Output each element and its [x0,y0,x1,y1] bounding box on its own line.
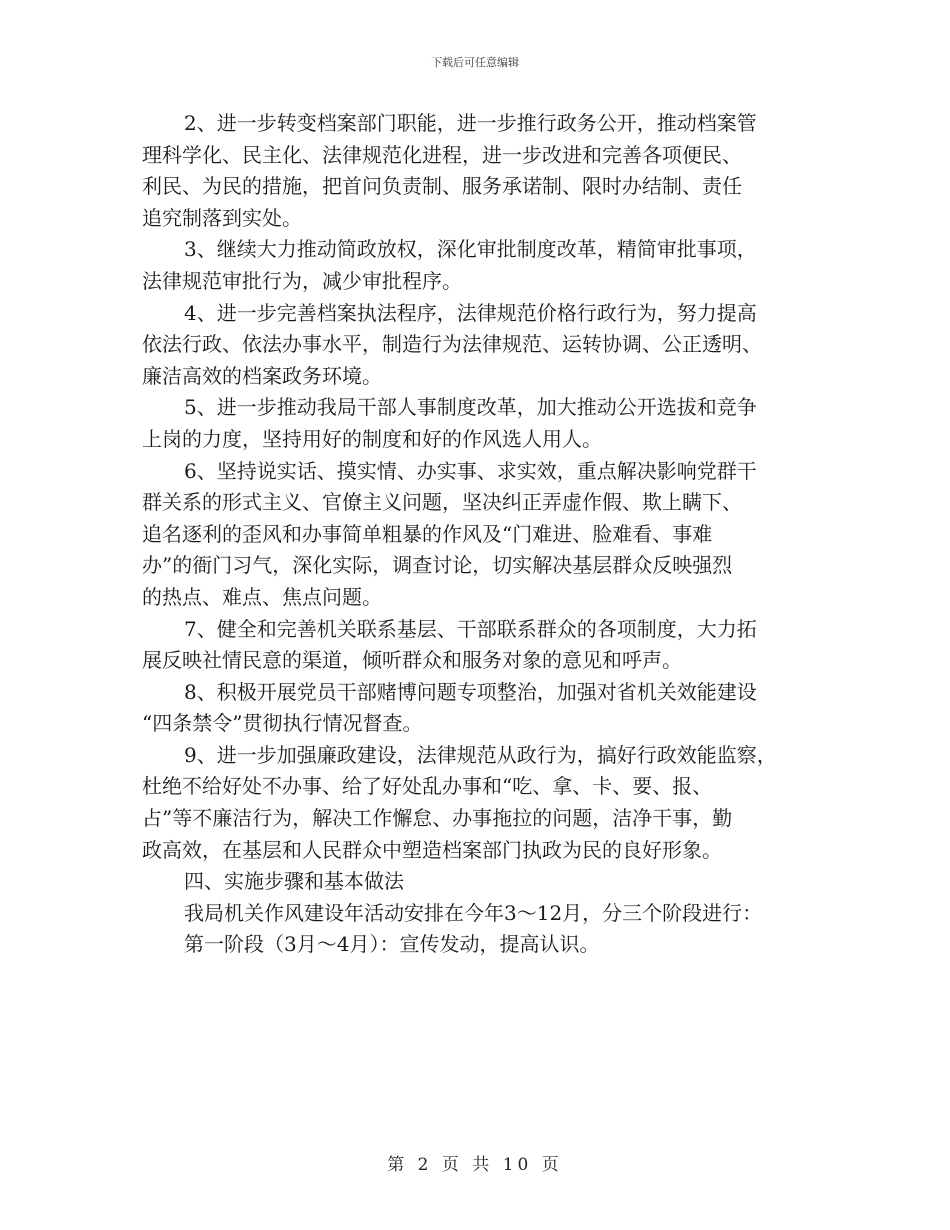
text-line: 群关系的形式主义、官僚主义问题，坚决纠正弄虚作假、欺上瞒下、 [142,490,742,515]
text-line: 的热点、难点、焦点问题。 [142,584,382,609]
text-line: 追名逐利的歪风和办事简单粗暴的作风及“门难进、脸难看、事难 [142,521,713,546]
text-line: 上岗的力度，坚持用好的制度和好的作风选人用人。 [142,426,602,451]
page-header: 下载后可任意编辑 [431,56,519,69]
text-line: 2、进一步转变档案部门职能，进一步推行政务公开，推动档案管 [184,111,757,135]
text-line: 我局机关作风建设年活动安排在今年3～12月，分三个阶段进行： [184,900,763,925]
text-line: 5、进一步推动我局干部人事制度改革，加大推动公开选拔和竞争 [184,395,757,420]
text-line: 理科学化、民主化、法律规范化进程，进一步改进和完善各项便民、 [142,142,742,167]
text-line: 展反映社情民意的渠道，倾听群众和服务对象的意见和呼声。 [142,648,682,673]
text-line: 6、坚持说实话、摸实情、办实事、求实效，重点解决影响党群干 [184,458,757,483]
text-line: “四条禁令”贯彻执行情况督查。 [142,711,423,736]
text-line: 利民、为民的措施，把首问负责制、服务承诺制、限时办结制、责任 [142,174,742,199]
text-line: 3、继续大力推动简政放权，深化审批制度改革，精简审批事项， [184,237,757,262]
text-line: 4、进一步完善档案执法程序，法律规范价格行政行为，努力提高 [184,300,757,325]
text-line: 政高效，在基层和人民群众中塑造档案部门执政为民的良好形象。 [142,837,722,862]
text-line: 占”等不廉洁行为，解决工作懈怠、办事拖拉的问题，洁净干事，勤 [142,806,733,831]
text-line: 办”的衙门习气，深化实际，调查讨论，切实解决基层群众反映强烈 [142,553,733,578]
text-line: 法律规范审批行为，减少审批程序。 [142,268,462,293]
text-line: 第一阶段（3月～4月）：宣传发动，提高认识。 [184,932,600,957]
text-line: 廉洁高效的档案政务环境。 [142,363,382,388]
text-line: 杜绝不给好处不办事、给了好处乱办事和“吃、拿、卡、要、报、 [142,774,713,799]
text-line: 依法行政、依法办事水平，制造行为法律规范、运转协调、公正透明、 [142,332,762,357]
text-line: 四、实施步骤和基本做法 [184,869,404,894]
text-line: 追究制落到实处。 [142,205,302,230]
page-footer: 第 2 页 共 10 页 [387,1155,563,1175]
text-line: 7、健全和完善机关联系基层、干部联系群众的各项制度，大力拓 [184,616,757,641]
text-line: 8、积极开展党员干部赌博问题专项整治，加强对省机关效能建设 [184,679,757,704]
text-line: 9、进一步加强廉政建设，法律规范从政行为，搞好行政效能监察， [184,742,777,767]
document-body [142,108,822,961]
